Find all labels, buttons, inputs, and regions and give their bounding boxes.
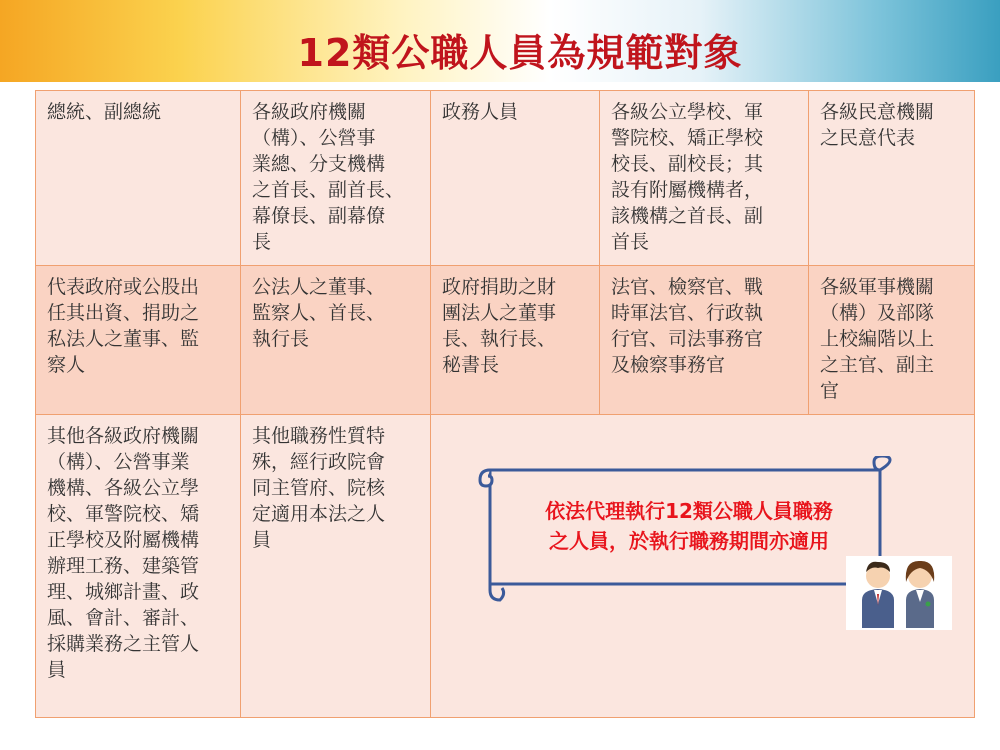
officials-table xyxy=(35,90,975,718)
table-cell: 各級公立學校、軍 警院校、矯正學校 校長、副校長；其 設有附屬機構者， 該機構之首長、副 首長 xyxy=(600,91,809,266)
table-cell: 代表政府或公股出 任其出資、捐助之 私法人之董事、監 察人 xyxy=(36,266,241,415)
table-cell: 政府捐助之財 團法人之董事 長、執行長、 秘書長 xyxy=(431,266,600,415)
table-cell: 各級軍事機關 （構）及部隊 上校編階以上 之主官、副主 官 xyxy=(809,266,974,415)
table-cell: 各級民意機關 之民意代表 xyxy=(809,91,974,266)
table-cell: 公法人之董事、 監察人、首長、 執行長 xyxy=(241,266,431,415)
table-cell: 政務人員 xyxy=(431,91,600,266)
slide-title: 12類公職人員為規範對象 xyxy=(297,31,743,75)
table-cell: 其他職務性質特 殊，經行政院會 同主管府、院核 定適用本法之人 員 xyxy=(241,415,431,717)
table-cell: 法官、檢察官、戰 時軍法官、行政執 行官、司法事務官 及檢察事務官 xyxy=(600,266,809,415)
table-cell: 其他各級政府機關 （構）、公營事業 機構、各級公立學 校、軍警院校、矯 正學校及附屬機構 辦理工務、建築管 理、城鄉計畫、政 風、會計、審計、 採購業務之主管人 員 xyxy=(36,415,241,717)
table-cell: 各級政府機關 （構）、公營事 業總、分支機構 之首長、副首長、 幕僚長、副幕僚 長 xyxy=(241,91,431,266)
two-officials-icon xyxy=(846,556,952,630)
callout-text: 依法代理執行12類公職人員職務 之人員，於執行職務期間亦適用 xyxy=(545,499,833,553)
table-cell: 總統、副總統 xyxy=(36,91,241,266)
